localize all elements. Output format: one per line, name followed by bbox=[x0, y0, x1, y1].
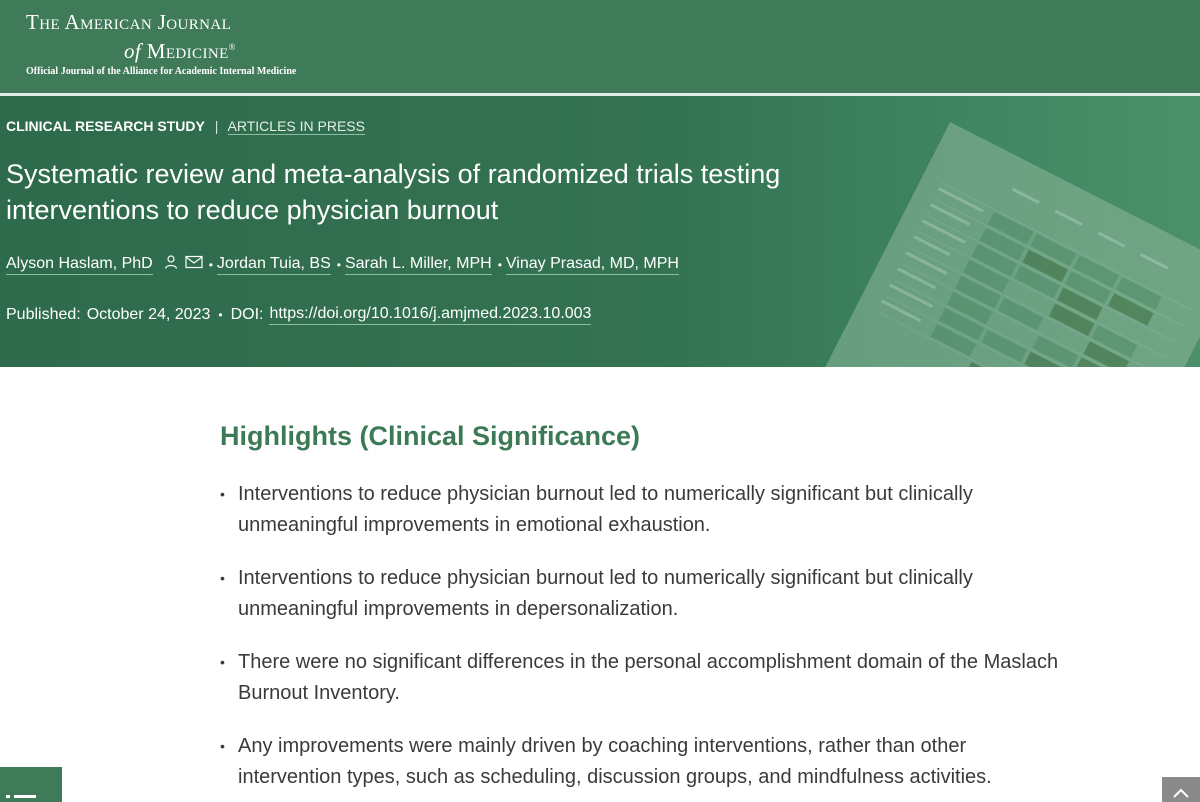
published-date: October 24, 2023 bbox=[86, 306, 211, 323]
journal-logo[interactable] bbox=[26, 9, 296, 79]
pubinfo-separator: • bbox=[218, 308, 223, 322]
bullet: • bbox=[220, 654, 225, 670]
journal-masthead bbox=[0, 0, 1200, 93]
email-icon[interactable] bbox=[185, 255, 203, 274]
highlights-heading: Highlights (Clinical Significance) bbox=[220, 421, 641, 451]
scroll-to-top-button[interactable] bbox=[1162, 777, 1200, 802]
article-header bbox=[0, 96, 1200, 367]
journal-subtitle: Official Journal of the Alliance for Academic Internal Medicine bbox=[26, 66, 297, 77]
list-item bbox=[220, 563, 1060, 625]
highlight-text: There were no significant differences in the personal accomplishment domain of the Maslach Burnout Inventory. bbox=[238, 651, 1059, 704]
journal-title-line1: The American Journal bbox=[26, 10, 232, 34]
category-primary: CLINICAL RESEARCH STUDY bbox=[6, 118, 205, 134]
journal-title-line2: Medicine bbox=[146, 39, 229, 63]
list-item bbox=[220, 731, 1060, 793]
bullet: • bbox=[220, 738, 225, 754]
author-link-prasad[interactable]: Vinay Prasad, MD, MPH bbox=[506, 255, 679, 275]
author-link-miller[interactable]: Sarah L. Miller, MPH bbox=[345, 255, 492, 275]
author-list bbox=[6, 254, 679, 275]
doi-link[interactable]: https://doi.org/10.1016/j.amjmed.2023.10.003 bbox=[269, 305, 591, 325]
bullet: • bbox=[220, 486, 225, 502]
registered-mark: ® bbox=[228, 42, 236, 52]
bullet: • bbox=[220, 570, 225, 586]
list-item bbox=[220, 647, 1060, 709]
author-link-tuia[interactable]: Jordan Tuia, BS bbox=[217, 255, 331, 275]
highlights-list bbox=[220, 479, 1060, 802]
article-category bbox=[6, 118, 365, 134]
highlight-text: Interventions to reduce physician burnout led to numerically significant but clinically unmeaningful improvements in emotional exhaustion. bbox=[238, 483, 973, 536]
published-label: Published: bbox=[6, 306, 81, 323]
outline-list-icon bbox=[0, 767, 62, 802]
chevron-up-icon bbox=[1162, 777, 1200, 802]
category-articles-in-press-link[interactable]: ARTICLES IN PRESS bbox=[227, 118, 365, 134]
highlight-text: Any improvements were mainly driven by coaching interventions, rather than other intervention types, such as scheduling, discussion groups, and mindfulness activities. bbox=[238, 735, 992, 788]
article-title: Systematic review and meta-analysis of randomized trials testing interventions to reduce physician burnout bbox=[6, 159, 781, 225]
author-link-haslam[interactable]: Alyson Haslam, PhD bbox=[6, 255, 153, 275]
doi-label: DOI: bbox=[230, 306, 264, 323]
author-separator: • bbox=[497, 257, 502, 272]
table-figure-graphic bbox=[0, 96, 1200, 367]
publication-info bbox=[6, 305, 591, 325]
outline-toggle-button[interactable] bbox=[0, 767, 62, 802]
author-separator: • bbox=[336, 257, 341, 272]
person-icon[interactable] bbox=[163, 254, 179, 275]
highlight-text: Interventions to reduce physician burnout led to numerically significant but clinically unmeaningful improvements in depersonalization. bbox=[238, 567, 973, 620]
author-separator: • bbox=[208, 257, 213, 272]
list-item bbox=[220, 479, 1060, 541]
category-separator: | bbox=[214, 118, 219, 134]
journal-title-of: of bbox=[124, 39, 142, 63]
